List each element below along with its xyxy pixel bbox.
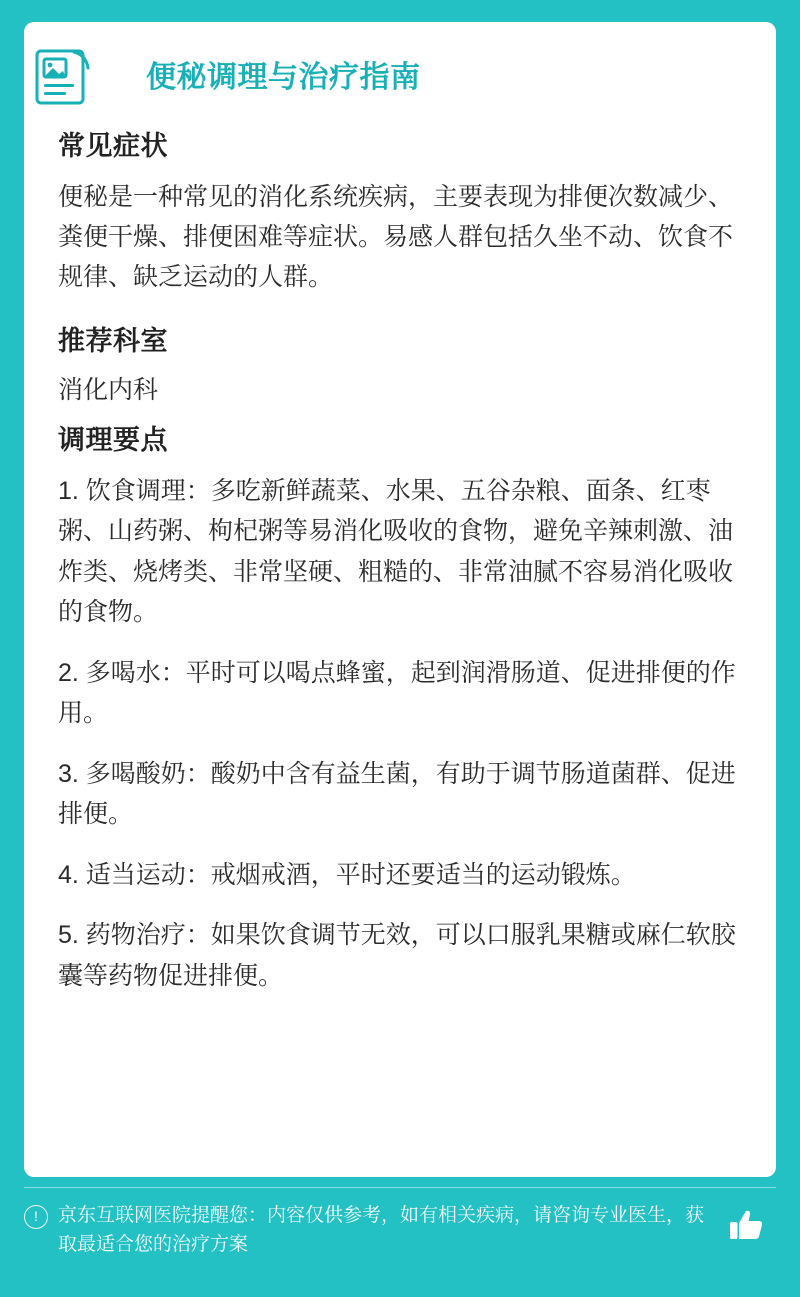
- list-item: 5. 药物治疗：如果饮食调节无效，可以口服乳果糖或麻仁软胶囊等药物促进排便。: [58, 921, 736, 990]
- department-text: 消化内科: [58, 376, 159, 404]
- tips-list: [58, 471, 742, 997]
- page-title: 便秘调理与治疗指南: [146, 61, 421, 94]
- list-item: 3. 多喝酸奶：酸奶中含有益生菌，有助于调节肠道菌群、促进排便。: [58, 759, 736, 828]
- symptoms-text: 便秘是一种常见的消化系统疾病，主要表现为排便次数减少、粪便干燥、排便困难等症状。易感人群包括久坐不动、饮食不规律、缺乏运动的人群。: [58, 183, 734, 291]
- content-card: [24, 22, 776, 1177]
- list-item: 1. 饮食调理：多吃新鲜蔬菜、水果、五谷杂粮、面条、红枣粥、山药粥、枸杞粥等易消化吸收的食物，避免辛辣刺激、油炸类、烧烤类、非常坚硬、粗糙的、非常油腻不容易消化吸收的食物。: [58, 476, 734, 626]
- list-item: 4. 适当运动：戒烟戒酒，平时还要适当的运动锻炼。: [58, 860, 636, 889]
- section-heading-department: 推荐科室: [58, 326, 168, 356]
- disclaimer-text: 京东互联网医院提醒您：内容仅供参考，如有相关疾病，请咨询专业医生，获取最适合您的治疗方案: [58, 1205, 705, 1256]
- thumbs-up-icon[interactable]: [726, 1203, 770, 1247]
- list-item: 2. 多喝水：平时可以喝点蜂蜜，起到润滑肠道、促进排便的作用。: [58, 658, 736, 727]
- footer-divider: [24, 1187, 776, 1188]
- info-icon: !: [24, 1205, 48, 1229]
- document-image-icon: [34, 46, 96, 108]
- section-heading-symptoms: 常见症状: [58, 131, 168, 161]
- section-heading-tips: 调理要点: [58, 424, 168, 455]
- footer-disclaimer-bar: [0, 1179, 800, 1297]
